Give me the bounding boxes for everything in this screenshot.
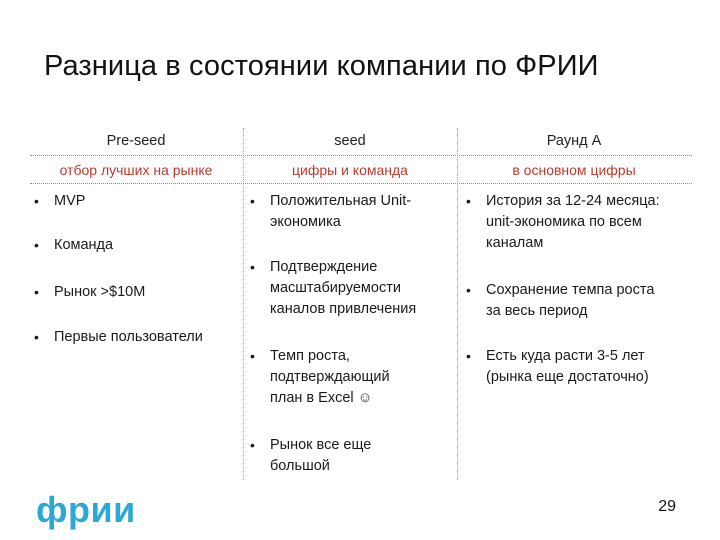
header-divider xyxy=(30,155,692,156)
column-subheader: отбор лучших на рынке xyxy=(59,162,213,178)
bullet-icon: • xyxy=(34,329,39,345)
bullet-icon: • xyxy=(250,437,255,453)
bullet-icon: • xyxy=(34,193,39,209)
column-header: Pre-seed xyxy=(106,133,166,149)
list-item: • MVP xyxy=(32,191,260,212)
page-number: 29 xyxy=(658,498,676,515)
bullet-icon: • xyxy=(34,284,39,300)
list-item: • Есть куда расти 3-5 лет (рынка еще достаточно) xyxy=(466,348,649,385)
list-item: • Рынок >$10M xyxy=(32,282,260,303)
list-item: • Подтверждение масштабируемости каналов привлечения xyxy=(250,259,417,317)
bullet-icon: • xyxy=(250,193,255,209)
bullet-icon: • xyxy=(34,237,39,253)
bullet-icon: • xyxy=(466,193,471,209)
frii-logo: фрии xyxy=(36,489,136,530)
subheader-divider xyxy=(30,183,692,184)
column-subheader: цифры и команда xyxy=(292,162,408,178)
column-header: Раунд А xyxy=(546,133,602,149)
list-item: • Первые пользователи xyxy=(32,327,264,348)
slide-title: Разница в состоянии компании по ФРИИ xyxy=(44,50,599,82)
bullet-icon: • xyxy=(250,348,255,364)
list-item: • Сохранение темпа роста за весь период xyxy=(466,282,655,319)
bullet-icon: • xyxy=(250,259,255,275)
list-item: • Положительная Unit- экономика xyxy=(250,193,412,230)
list-item: • Рынок все еще большой xyxy=(250,437,372,474)
column-subheader: в основном цифры xyxy=(512,162,636,178)
column-header: seed xyxy=(334,133,366,149)
bullet-icon: • xyxy=(466,348,471,364)
list-item: • Команда xyxy=(32,235,260,256)
list-item: • История за 12-24 месяца: unit-экономика по всем каналам xyxy=(466,193,660,251)
bullet-icon: • xyxy=(466,282,471,298)
column-divider-1 xyxy=(243,128,244,480)
list-item: • Темп роста, подтверждающий план в Excel ☺ xyxy=(250,348,390,406)
